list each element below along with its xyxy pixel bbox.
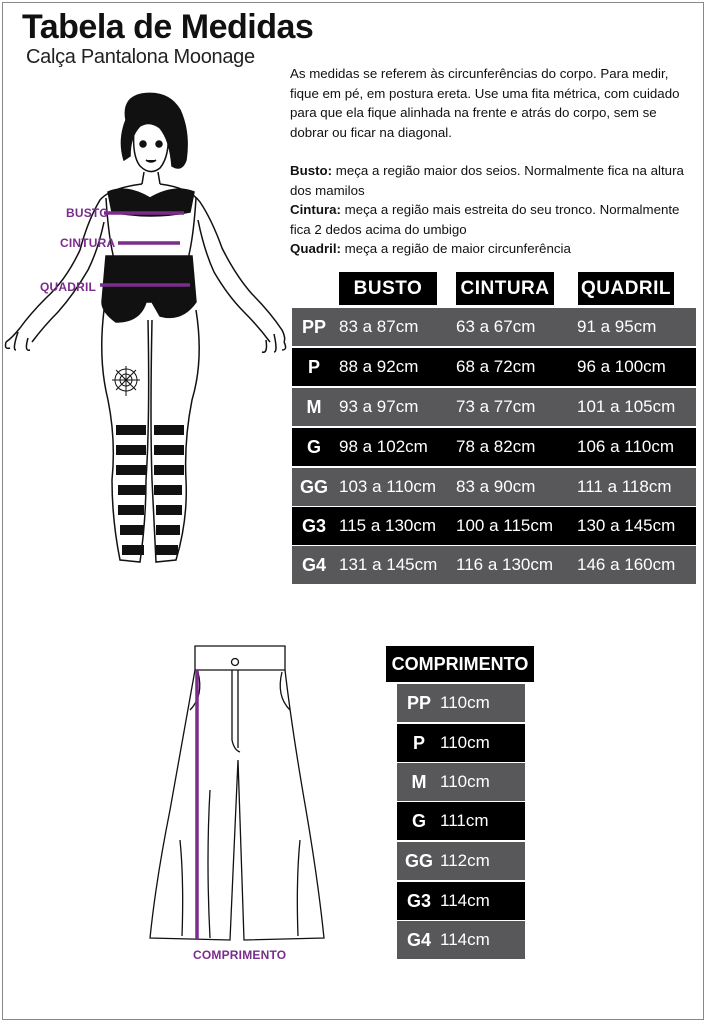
table-row (292, 388, 696, 426)
size-label: G (411, 810, 426, 831)
cintura-value: 116 a 130cm (456, 555, 554, 574)
header-comprimento: COMPRIMENTO (386, 646, 534, 682)
size-label: M (306, 396, 322, 417)
page-title: Tabela de Medidas (22, 8, 314, 46)
quadril-value: 130 a 145cm (577, 516, 676, 535)
busto-value: 131 a 145cm (339, 555, 438, 574)
length-value: 111cm (440, 811, 489, 830)
cintura-definition: Cintura: meça a região mais estreita do seu tronco. Normalmente fica 2 dedos acima do umbigo (290, 202, 680, 237)
comprimento-figure-label: COMPRIMENTO (193, 948, 287, 962)
busto-value: 103 a 110cm (339, 477, 437, 496)
length-value: 112cm (440, 851, 490, 870)
size-label: GG (404, 850, 433, 871)
busto-value: 98 a 102cm (339, 437, 428, 456)
size-label: G3 (406, 890, 431, 911)
busto-definition: Busto: meça a região maior dos seios. Normalmente fica na altura dos mamilos (290, 163, 684, 198)
size-label: G4 (406, 929, 431, 950)
quadril-value: 101 a 105cm (577, 397, 676, 416)
length-value: 110cm (440, 772, 490, 791)
cintura-value: 100 a 115cm (456, 516, 554, 535)
quadril-value: 111 a 118cm (577, 477, 672, 496)
table-row (397, 763, 525, 801)
header-busto: BUSTO (339, 272, 437, 305)
quadril-value: 146 a 160cm (577, 555, 676, 574)
busto-value: 93 a 97cm (339, 397, 419, 416)
table-row (397, 882, 525, 920)
header-cintura: CINTURA (456, 272, 554, 305)
size-label: G4 (301, 554, 326, 575)
cintura-value: 68 a 72cm (456, 357, 536, 376)
size-label: GG (299, 476, 328, 497)
busto-value: 115 a 130cm (339, 516, 437, 535)
cintura-value: 83 a 90cm (456, 477, 536, 496)
table-row (292, 428, 696, 466)
size-label: P (412, 732, 425, 753)
table-row (397, 802, 525, 840)
size-label: P (307, 356, 320, 377)
page-subtitle: Calça Pantalona Moonage (26, 46, 255, 68)
table-row (397, 684, 525, 722)
busto-value: 83 a 87cm (339, 317, 419, 336)
length-value: 110cm (440, 733, 490, 752)
cintura-value: 78 a 82cm (456, 437, 536, 456)
pants-illustration (140, 640, 340, 950)
table-row (292, 468, 696, 506)
size-label: G (306, 436, 321, 457)
size-label: PP (301, 316, 326, 337)
table-row (397, 842, 525, 880)
size-label: PP (406, 692, 431, 713)
quadril-value: 91 a 95cm (577, 317, 657, 336)
quadril-value: 106 a 110cm (577, 437, 675, 456)
length-value: 110cm (440, 693, 490, 712)
cintura-label: CINTURA (60, 236, 116, 250)
table-row (397, 921, 525, 959)
cintura-value: 73 a 77cm (456, 397, 536, 416)
length-value: 114cm (440, 930, 490, 949)
table-row (397, 724, 525, 762)
header-quadril: QUADRIL (578, 272, 674, 305)
size-label: M (411, 771, 427, 792)
body-illustration (0, 80, 290, 680)
intro-paragraph: As medidas se referem às circunferências do corpo. Para medir, fique em pé, em postura ereta. Use uma fita métrica, com cuidado para que ela fique alinhada na frente e atrás do corpo, sem se dobrar ou ficar na diagonal. (290, 66, 680, 140)
table-row (292, 546, 696, 584)
length-value: 114cm (440, 891, 490, 910)
quadril-label: QUADRIL (40, 280, 97, 294)
busto-value: 88 a 92cm (339, 357, 419, 376)
size-label: G3 (301, 515, 326, 536)
quadril-definition: Quadril: meça a região de maior circunferência (290, 241, 571, 256)
table-row (292, 507, 696, 545)
cintura-value: 63 a 67cm (456, 317, 536, 336)
table-row (292, 348, 696, 386)
quadril-value: 96 a 100cm (577, 357, 666, 376)
instructions (290, 64, 690, 259)
busto-label: BUSTO (66, 206, 109, 220)
table-row (292, 308, 696, 346)
